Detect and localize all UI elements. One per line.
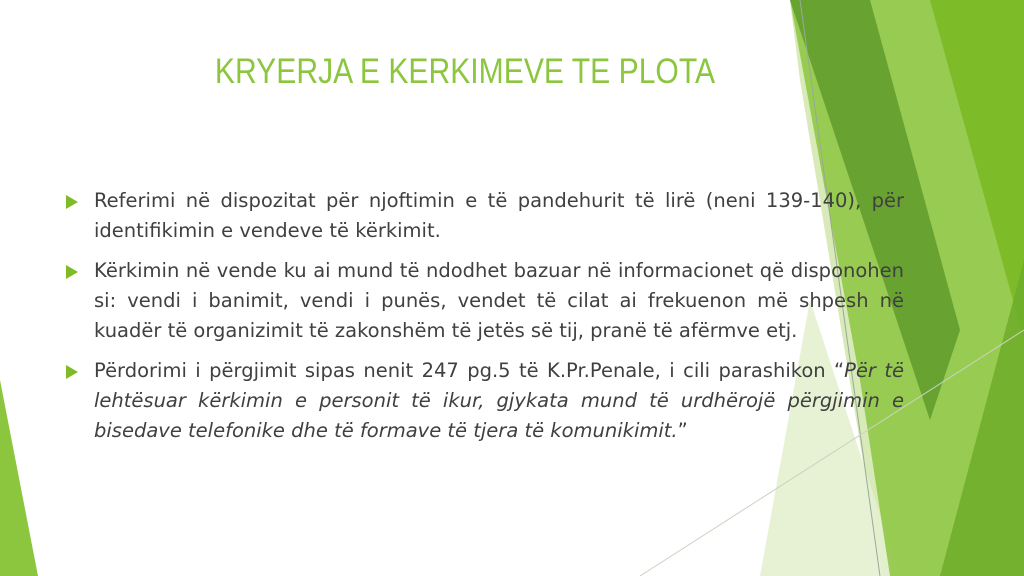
- bullet-text-3-lead: Përdorimi i përgjimit sipas nenit 247 pg.5 të K.Pr.Penale, i cili parashikon “: [94, 359, 845, 382]
- bullet-text-2: Kërkimin në vende ku ai mund të ndodhet bazuar në informacionet që disponohen si: vendi i banimit, vendi i punës, vendet të cilat ai frekuenon më shpesh në kuadër të organizimit të zakonshëm të jetës së tij, pranë të afërmve etj.: [94, 259, 904, 342]
- bullet-item-3: [62, 356, 904, 446]
- bullet-item-1: [62, 186, 904, 246]
- bullet-text-3-quote: Për të lehtësuar kërkimin e personit të ikur, gjykata mund të urdhërojë përgjimin e bisedave telefonike dhe të formave të tjera të komunikimit.: [94, 359, 904, 442]
- left-green-strip: [0, 380, 38, 576]
- triangle-right-icon: [66, 365, 78, 379]
- bullet-text-3-close: ”: [677, 419, 688, 442]
- triangle-right-icon: [66, 265, 78, 279]
- bullet-item-2: [62, 256, 904, 346]
- bullet-text-1: Referimi në dispozitat për njoftimin e të pandehurit të lirë (neni 139-140), për identifikimin e vendeve të kërkimit.: [94, 189, 904, 242]
- triangle-right-icon: [66, 195, 78, 209]
- bullet-list: [62, 186, 904, 456]
- slide-title: KRYERJA E KERKIMEVE TE PLOTA: [214, 52, 716, 91]
